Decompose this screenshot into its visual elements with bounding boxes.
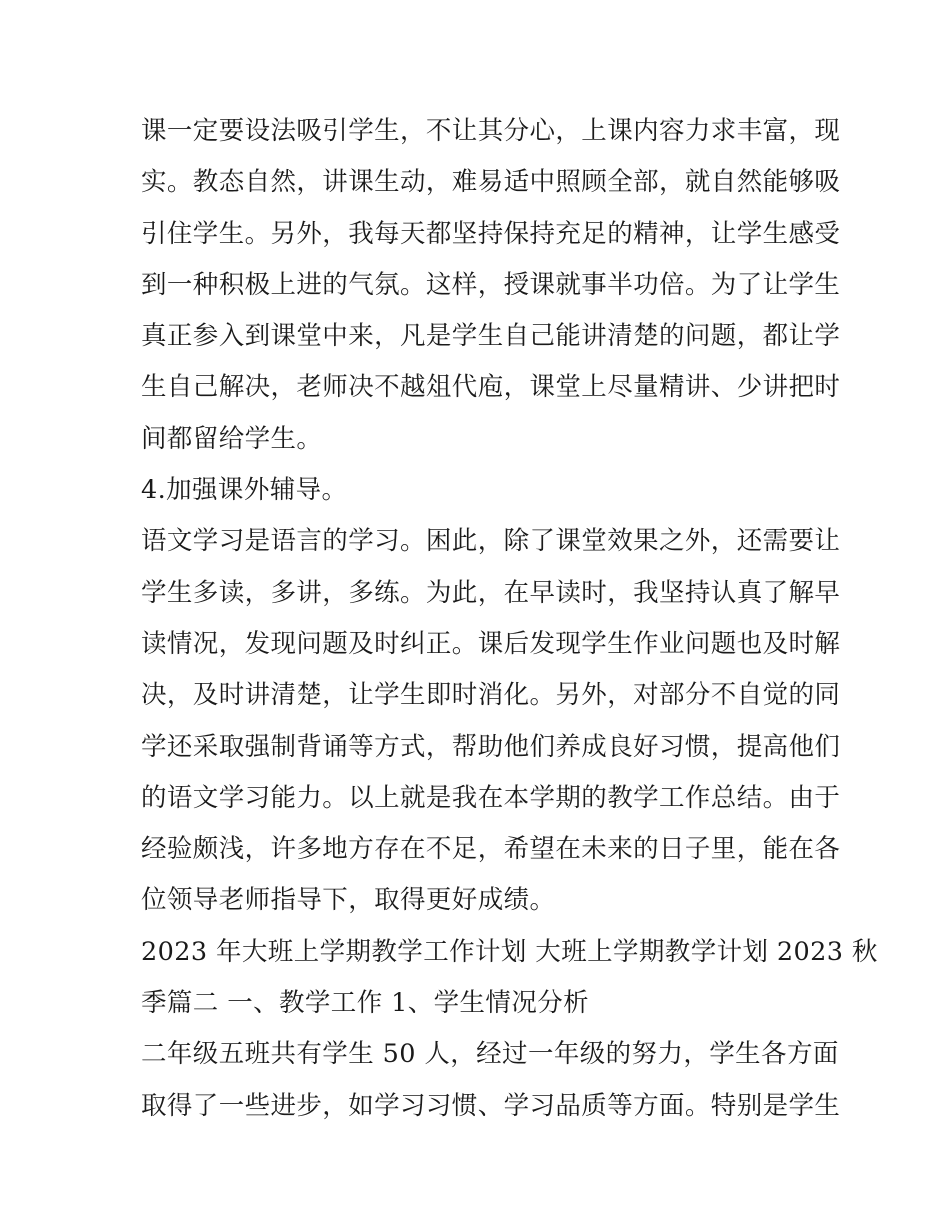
text-line: 生自己解决，老师决不越俎代庖，课堂上尽量精讲、少讲把时 — [141, 372, 841, 403]
text-line: 间都留给学生。 — [141, 423, 323, 454]
document-title-line: 季篇二 一、教学工作 1、学生情况分析 — [141, 988, 590, 1019]
text-line: 的语文学习能力。以上就是我在本学期的教学工作总结。由于 — [141, 782, 841, 813]
text-line: 取得了一些进步，如学习习惯、学习品质等方面。特别是学生 — [141, 1090, 841, 1121]
text-line: 学生多读，多讲，多练。为此，在早读时，我坚持认真了解早 — [141, 577, 841, 608]
text-line: 读情况，发现问题及时纠正。课后发现学生作业问题也及时解 — [141, 628, 841, 659]
text-line: 决，及时讲清楚，让学生即时消化。另外，对部分不自觉的同 — [141, 680, 841, 711]
text-line: 经验颇浅，许多地方存在不足，希望在未来的日子里，能在各 — [141, 834, 841, 865]
text-line: 课一定要设法吸引学生，不让其分心，上课内容力求丰富，现 — [141, 116, 841, 146]
text-line: 引住学生。另外，我每天都坚持保持充足的精神，让学生感受 — [141, 218, 841, 249]
section-heading: 4.加强课外辅导。 — [141, 475, 348, 506]
text-line: 二年级五班共有学生 50 人，经过一年级的努力，学生各方面 — [141, 1039, 839, 1070]
text-line: 实。教态自然，讲课生动，难易适中照顾全部，就自然能够吸 — [141, 167, 841, 198]
text-line: 位领导老师指导下，取得更好成绩。 — [141, 885, 556, 916]
document-title-line: 2023 年大班上学期教学工作计划 大班上学期教学计划 2023 秋 — [141, 936, 878, 967]
text-line: 到一种积极上进的气氛。这样，授课就事半功倍。为了让学生 — [141, 269, 841, 300]
text-line: 学还采取强制背诵等方式，帮助他们养成良好习惯，提高他们 — [141, 731, 841, 762]
text-line: 真正参入到课堂中来，凡是学生自己能讲清楚的问题，都让学 — [141, 321, 841, 352]
text-line: 语文学习是语言的学习。困此，除了课堂效果之外，还需要让 — [141, 526, 841, 557]
document-body — [141, 106, 878, 1132]
